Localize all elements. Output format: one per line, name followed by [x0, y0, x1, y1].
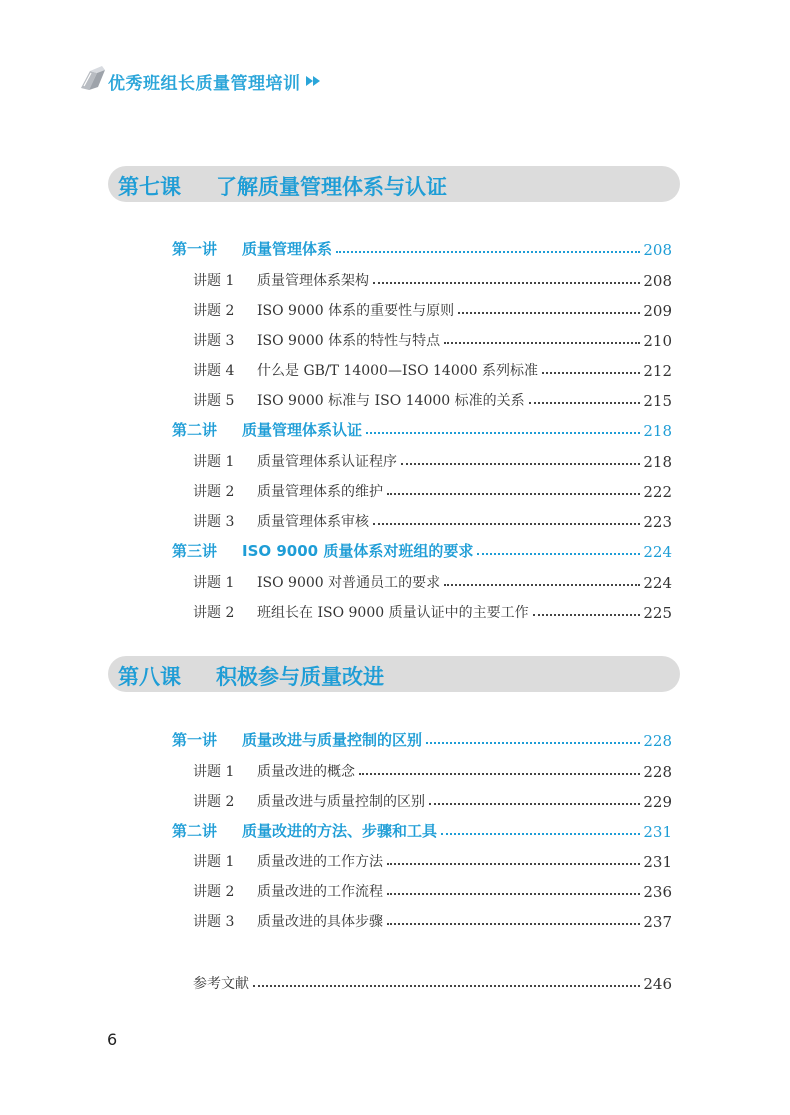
dot-leader: [253, 985, 640, 987]
lecture-number: 第一讲: [172, 240, 218, 258]
dot-leader: [359, 773, 640, 775]
dot-leader: [387, 863, 640, 865]
toc-topic-entry[interactable]: [193, 847, 672, 871]
topic-title: 质量管理体系架构: [257, 273, 369, 289]
dot-leader: [477, 553, 640, 555]
toc-topic-entry[interactable]: [193, 568, 672, 592]
double-arrow-icon: [306, 76, 322, 86]
lecture-title: 质量管理体系认证: [242, 421, 363, 439]
toc-topic-entry[interactable]: [193, 447, 672, 471]
lecture-number: 第二讲: [172, 822, 218, 840]
lecture-title: 质量改进的方法、步骤和工具: [242, 822, 438, 840]
topic-title: 质量改进与质量控制的区别: [257, 794, 425, 810]
toc-lecture-entry[interactable]: [172, 416, 672, 440]
page-ref: 246: [643, 975, 672, 993]
topic-number: 讲题 1: [193, 854, 235, 870]
topic-number: 讲题 1: [193, 575, 235, 591]
topic-title: ISO 9000 标准与 ISO 14000 标准的关系: [257, 393, 525, 409]
page-ref: 228: [643, 763, 672, 781]
topic-title: ISO 9000 对普通员工的要求: [257, 575, 441, 591]
toc-topic-entry[interactable]: [193, 598, 672, 622]
toc-references-entry[interactable]: [193, 969, 672, 993]
toc-lecture-entry[interactable]: [172, 817, 672, 841]
page-ref: 218: [643, 422, 672, 440]
chapter-title: [118, 661, 384, 691]
page-ref: 229: [643, 793, 672, 811]
topic-title: ISO 9000 体系的重要性与原则: [257, 303, 455, 319]
topic-title: 质量管理体系的维护: [257, 484, 383, 500]
dot-leader: [387, 893, 640, 895]
chapter-header: [108, 656, 680, 692]
dot-leader: [387, 493, 640, 495]
dot-leader: [441, 833, 640, 835]
toc-topic-entry[interactable]: [193, 266, 672, 290]
chapter-number: 第七课: [118, 175, 181, 199]
dot-leader: [387, 923, 640, 925]
chapter-number: 第八课: [118, 665, 181, 689]
page-ref: 237: [643, 913, 672, 931]
chapter-title: [118, 171, 447, 201]
topic-title: 质量改进的具体步骤: [257, 914, 383, 930]
toc-topic-entry[interactable]: [193, 356, 672, 380]
dot-leader: [426, 742, 640, 744]
topic-number: 讲题 5: [193, 393, 235, 409]
page-ref: 209: [643, 302, 672, 320]
header-title: 优秀班组长质量管理培训: [108, 74, 301, 94]
page-ref: 218: [643, 453, 672, 471]
toc-topic-entry[interactable]: [193, 877, 672, 901]
topic-number: 讲题 2: [193, 303, 235, 319]
toc-topic-entry[interactable]: [193, 757, 672, 781]
page-ref: 225: [643, 604, 672, 622]
topic-number: 讲题 1: [193, 273, 235, 289]
dot-leader: [444, 584, 640, 586]
lecture-number: 第三讲: [172, 542, 218, 560]
topic-number: 讲题 2: [193, 484, 235, 500]
toc-topic-entry[interactable]: [193, 296, 672, 320]
lecture-number: 第一讲: [172, 731, 218, 749]
topic-number: 讲题 2: [193, 884, 235, 900]
lecture-title: 质量改进与质量控制的区别: [242, 731, 423, 749]
topic-number: 讲题 4: [193, 363, 235, 379]
lecture-title: ISO 9000 质量体系对班组的要求: [242, 542, 474, 560]
page-ref: 236: [643, 883, 672, 901]
dot-leader: [401, 463, 640, 465]
topic-title: 质量管理体系认证程序: [257, 454, 397, 470]
page-ref: 208: [643, 272, 672, 290]
topic-title: 什么是 GB/T 14000—ISO 14000 系列标准: [257, 363, 538, 379]
page-ref: 231: [643, 823, 672, 841]
topic-number: 讲题 3: [193, 333, 235, 349]
toc-lecture-entry[interactable]: [172, 726, 672, 750]
topic-number: 讲题 2: [193, 605, 235, 621]
topic-title: 质量改进的工作方法: [257, 854, 383, 870]
topic-number: 讲题 3: [193, 914, 235, 930]
page-ref: 212: [643, 362, 672, 380]
page-ref: 208: [643, 241, 672, 259]
page-ref: 224: [643, 574, 672, 592]
lecture-title: 质量管理体系: [242, 240, 333, 258]
toc-lecture-entry[interactable]: [172, 235, 672, 259]
toc-topic-entry[interactable]: [193, 386, 672, 410]
dot-leader: [444, 342, 640, 344]
page-number: 6: [107, 1030, 118, 1049]
topic-title: 质量管理体系审核: [257, 514, 369, 530]
page-ref: 223: [643, 513, 672, 531]
chapter-header: [108, 166, 680, 202]
page-ref: 215: [643, 392, 672, 410]
page-ref: 210: [643, 332, 672, 350]
toc-lecture-entry[interactable]: [172, 537, 672, 561]
dot-leader: [542, 372, 640, 374]
page-ref: 231: [643, 853, 672, 871]
topic-title: 质量改进的概念: [257, 764, 355, 780]
toc-topic-entry[interactable]: [193, 787, 672, 811]
toc-topic-entry[interactable]: [193, 507, 672, 531]
topic-number: 讲题 1: [193, 454, 235, 470]
book-logo-icon: [78, 62, 110, 94]
references-title: 参考文献: [193, 976, 249, 992]
topic-title: 班组长在 ISO 9000 质量认证中的主要工作: [257, 605, 529, 621]
dot-leader: [429, 803, 640, 805]
lecture-number: 第二讲: [172, 421, 218, 439]
topic-title: 质量改进的工作流程: [257, 884, 383, 900]
dot-leader: [458, 312, 640, 314]
dot-leader: [533, 614, 641, 616]
dot-leader: [366, 432, 640, 434]
chapter-name: 积极参与质量改进: [216, 665, 384, 689]
dot-leader: [529, 402, 641, 404]
page-ref: 222: [643, 483, 672, 501]
topic-number: 讲题 2: [193, 794, 235, 810]
toc-topic-entry[interactable]: [193, 907, 672, 931]
page-ref: 228: [643, 732, 672, 750]
page-ref: 224: [643, 543, 672, 561]
topic-number: 讲题 1: [193, 764, 235, 780]
dot-leader: [373, 523, 640, 525]
chapter-name: 了解质量管理体系与认证: [216, 175, 447, 199]
toc-topic-entry[interactable]: [193, 477, 672, 501]
topic-title: ISO 9000 体系的特性与特点: [257, 333, 441, 349]
toc-topic-entry[interactable]: [193, 326, 672, 350]
dot-leader: [373, 282, 640, 284]
dot-leader: [336, 251, 640, 253]
topic-number: 讲题 3: [193, 514, 235, 530]
